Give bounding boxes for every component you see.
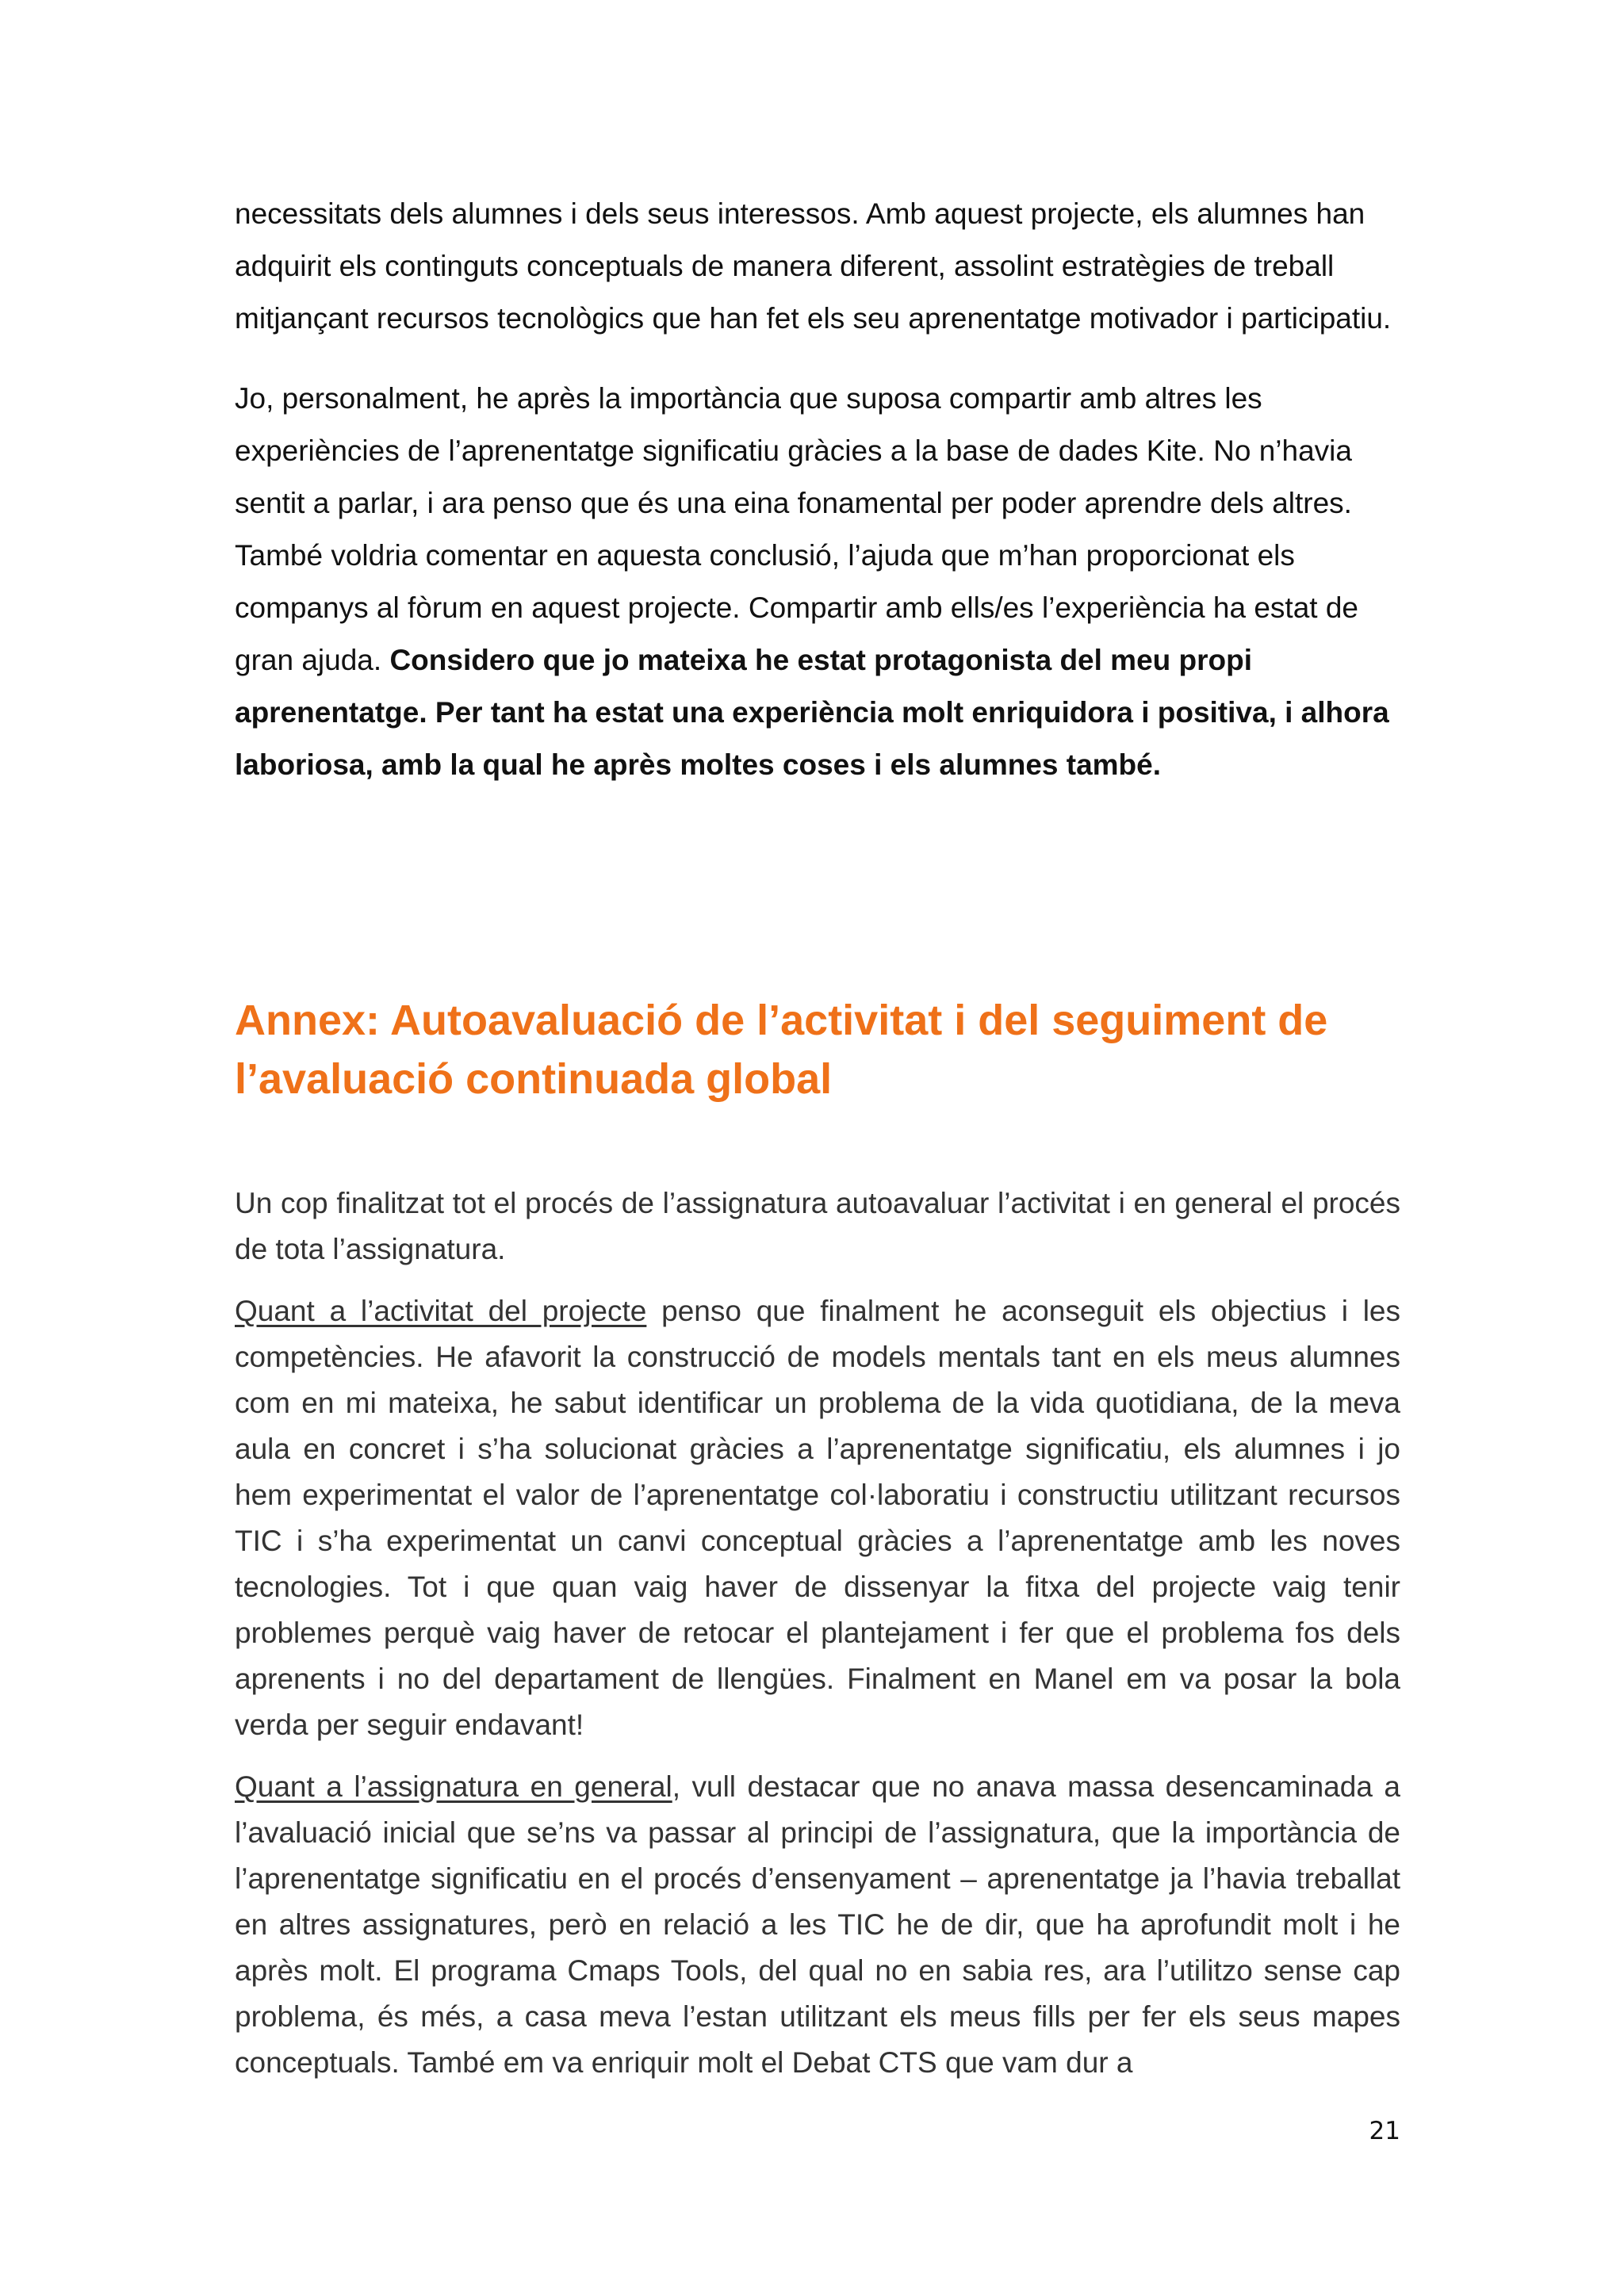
conclusion-section bbox=[235, 188, 1400, 819]
conclusion-paragraph-2-text: Jo, personalment, he après la importància que suposa compartir amb altres les experiències de l’aprenentatge significatiu gràcies a la base de dades Kite. No n’havia sentit a parlar, i ara penso que és una eina fonamental per poder aprendre dels altres. També voldria comentar en aquesta conclusió, l’ajuda que m’han proporcionat els companys al fòrum en aquest projecte. Compartir amb ells/es l’experiència ha estat de gran ajuda. bbox=[235, 382, 1358, 676]
project-underlined-label: Quant a l’activitat del projecte bbox=[235, 1295, 647, 1327]
conclusion-bold-statement: Considero que jo mateixa he estat protagonista del meu propi aprenentatge. Per tant ha estat una experiència molt enriquidora i positiva, i alhora laboriosa, amb la qual he après moltes coses i els alumnes també. bbox=[235, 644, 1389, 781]
page-number: 21 bbox=[1369, 2117, 1400, 2145]
course-underlined-label: Quant a l’assignatura en general bbox=[235, 1770, 672, 1803]
conclusion-paragraph-2 bbox=[235, 373, 1400, 791]
conclusion-paragraph-1-text: necessitats dels alumnes i dels seus interessos. Amb aquest projecte, els alumnes han adquirit els continguts conceptuals de manera diferent, assolint estratègies de treball mitjançant recursos tecnològics que han fet els seu aprenentatge motivador i participatiu. bbox=[235, 197, 1392, 335]
annex-body bbox=[235, 1181, 1400, 2102]
annex-course-paragraph bbox=[235, 1764, 1400, 2086]
conclusion-paragraph-1 bbox=[235, 188, 1400, 345]
project-paragraph-text: penso que finalment he aconseguit els objectius i les competències. He afavorit la construcció de models mentals tant en els meus alumnes com en mi mateixa, he sabut identificar un problema de la vida quotidiana, de la meva aula en concret i s’ha solucionat gràcies a l’aprenentatge significatiu, els alumnes i jo hem experimentat el valor de l’aprenentatge col·laboratiu i constructiu utilitzant recursos TIC i s’ha experimentat un canvi conceptual gràcies a l’aprenentatge amb les noves tecnologies. Tot i que quan vaig haver de dissenyar la fitxa del projecte vaig tenir problemes perquè vaig haver de retocar el plantejament i fer que el problema fos dels aprenents i no del departament de llengües. Finalment en Manel em va posar la bola verda per seguir endavant! bbox=[235, 1295, 1400, 1741]
annex-project-paragraph bbox=[235, 1288, 1400, 1748]
annex-heading: Annex: Autoavaluació de l’activitat i del seguiment de l’avaluació continuada global bbox=[235, 997, 1328, 1103]
annex-intro-text: Un cop finalitzat tot el procés de l’assignatura autoavaluar l’activitat i en general el procés de tota l’assignatura. bbox=[235, 1187, 1400, 1265]
course-paragraph-text: , vull destacar que no anava massa desencaminada a l’avaluació inicial que se’ns va passar al principi de l’assignatura, que la importància de l’aprenentatge significatiu en el procés d’ensenyament – aprenentatge ja l’havia treballat en altres assignatures, però en relació a les TIC he de dir, que ha aprofundit molt i he après molt. El programa Cmaps Tools, del qual no en sabia res, ara l’utilitzo sense cap problema, és més, a casa meva l’estan utilitzant els meus fills per fer els seus mapes conceptuals. També em va enriquir molt el Debat CTS que vam dur a bbox=[235, 1770, 1400, 2079]
annex-intro-paragraph bbox=[235, 1181, 1400, 1272]
